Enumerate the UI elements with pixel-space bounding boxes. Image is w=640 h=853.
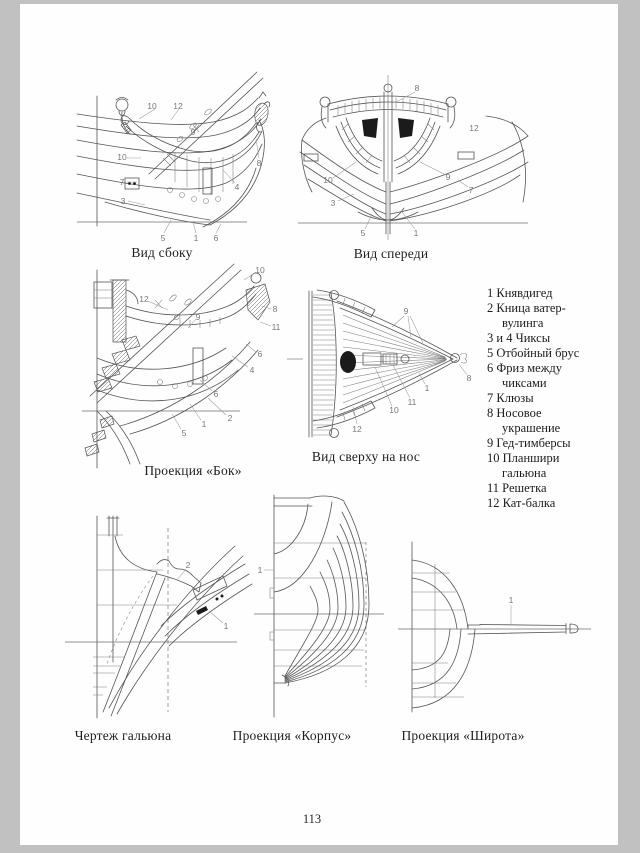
figure-caption: Вид спереди (353, 246, 429, 261)
legend-item: 8 Носовое украшение (487, 406, 561, 435)
callout-label: 8 (256, 158, 262, 168)
page-number: 113 (302, 812, 322, 826)
callout-label: 3 (120, 196, 126, 206)
callout-label: 1 (223, 621, 229, 631)
legend-item: 12 Кат-балка (487, 496, 556, 510)
callout-label: 12 (173, 101, 183, 111)
drawing (398, 542, 591, 712)
callout-label: 9 (195, 312, 201, 322)
rails-and-grating (337, 301, 467, 417)
page (20, 4, 618, 845)
callout-label: 1 (201, 419, 207, 429)
figure-caption: Чертеж гальюна (74, 728, 172, 743)
callouts (352, 306, 471, 434)
callout-label: 4 (234, 182, 240, 192)
legend-item: 7 Клюзы (487, 391, 534, 405)
callout-label: 8 (414, 83, 420, 93)
callouts (258, 565, 263, 575)
callout-label: 11 (271, 322, 281, 332)
legend-item: 9 Гед-тимберсы (487, 436, 571, 450)
callout-label: 1 (508, 595, 514, 605)
legend-item: 1 Княвдигед (487, 286, 553, 300)
hull-planking (300, 116, 528, 234)
figure-caption: Проекция «Бок» (144, 463, 242, 478)
bulkhead-band (287, 291, 339, 438)
callout-label: 12 (139, 294, 149, 304)
figure-caption: Проекция «Корпус» (232, 728, 352, 743)
callout-label: 2 (185, 560, 191, 570)
callouts (509, 595, 514, 605)
legend-item: 5 Отбойный брус (487, 346, 580, 360)
legend-item: 2 Кница ватер-вулинга (487, 301, 566, 330)
figure-front-view (298, 62, 532, 247)
callout-label: 5 (360, 228, 366, 238)
callout-label: 1 (193, 233, 199, 243)
drawing (254, 495, 384, 717)
legend-item: 11 Решетка (487, 481, 547, 495)
legend (487, 286, 599, 511)
callout-label: 12 (469, 123, 479, 133)
callout-label: 8 (466, 373, 472, 383)
callout-label: 11 (407, 397, 417, 407)
callout-label: 10 (255, 265, 265, 275)
legend-item: 10 Планшири гальюна (487, 451, 560, 480)
callout-label: 10 (389, 405, 399, 415)
figure-top-view (285, 285, 480, 455)
callout-label: 6 (213, 233, 219, 243)
structure (82, 264, 270, 468)
figure-side-view (75, 62, 305, 247)
drawing (65, 516, 252, 718)
callout-label: 7 (468, 185, 474, 195)
callout-label: 10 (117, 152, 127, 162)
callout-label: 8 (272, 304, 278, 314)
figure-bok-projection (60, 262, 300, 472)
figure-galjun-drawing (65, 512, 250, 727)
callout-label: 1 (413, 228, 419, 238)
callout-label: 9 (445, 172, 451, 182)
legend-item: 3 и 4 Чиксы (487, 331, 551, 345)
legend-item: 6 Фриз между чиксами (487, 361, 562, 390)
callout-label: 9 (403, 306, 409, 316)
hull-lines (77, 96, 264, 227)
callout-label: 2 (227, 413, 233, 423)
figure-caption: Проекция «Широта» (401, 728, 525, 743)
figure-shirota-projection (398, 540, 593, 720)
figure-caption: Вид сверху на нос (311, 449, 421, 464)
callout-label: 6 (257, 349, 263, 359)
callout-label: 6 (213, 389, 219, 399)
callout-label: 5 (181, 428, 187, 438)
figure-korpus-projection (252, 492, 387, 722)
callout-label: 5 (160, 233, 166, 243)
callout-label: 10 (323, 175, 333, 185)
callout-label: 12 (352, 424, 362, 434)
callout-label: 1 (424, 383, 430, 393)
callout-label: 4 (249, 365, 255, 375)
callout-label: 3 (330, 198, 336, 208)
callout-label: 7 (119, 177, 125, 187)
figure-caption: Вид сбоку (131, 245, 193, 260)
callout-label: 9 (190, 127, 196, 137)
leader-lines (177, 569, 223, 623)
callout-label: 1 (257, 565, 263, 575)
callout-label: 10 (147, 101, 157, 111)
